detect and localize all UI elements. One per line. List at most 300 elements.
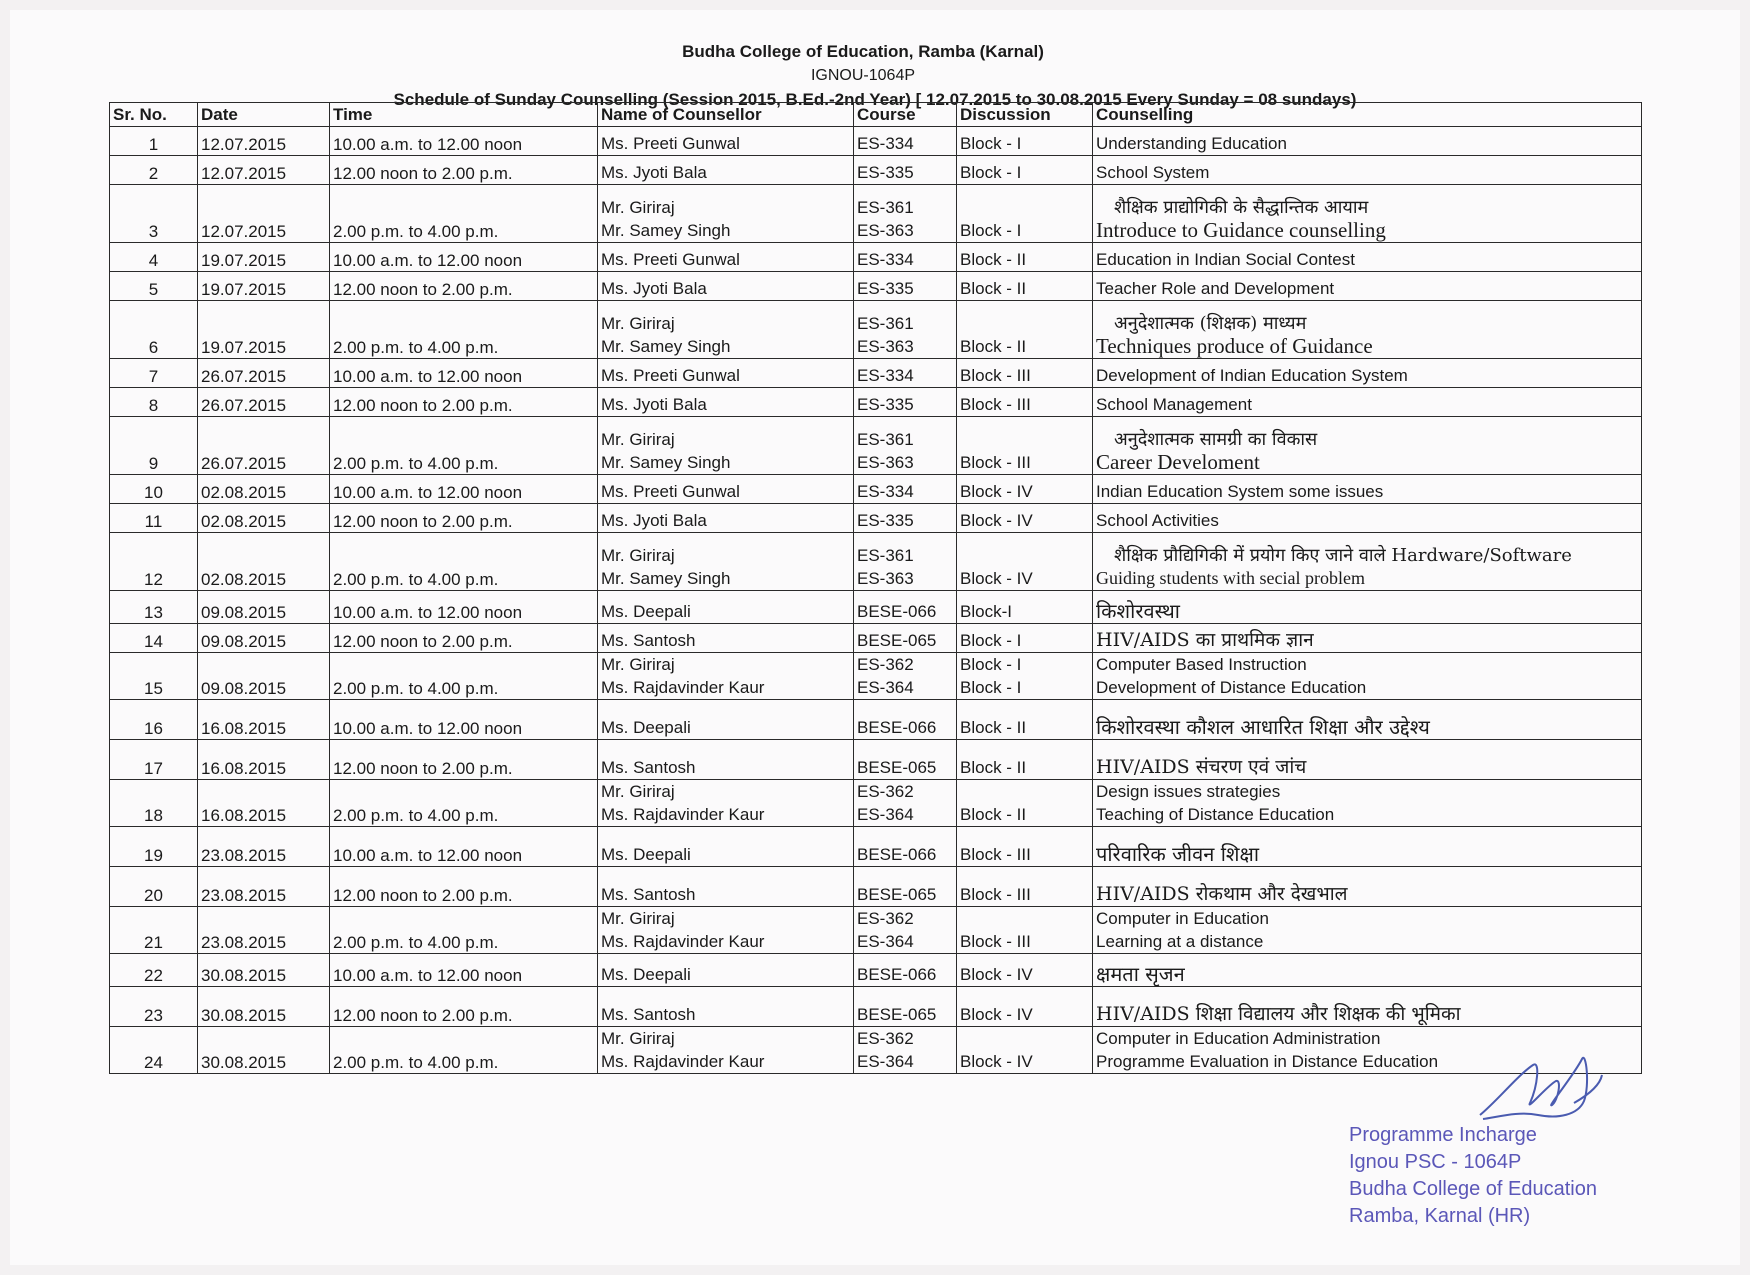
cell-counselling-line: Programme Evaluation in Distance Education <box>1096 1052 1439 1071</box>
table-header-row <box>110 103 1642 127</box>
cell-counselling-line: School Management <box>1096 395 1252 414</box>
cell-discussion <box>957 475 1093 504</box>
cell-discussion-line: Block - IV <box>960 1052 1033 1071</box>
cell-counselling <box>1093 653 1642 700</box>
cell-time: 2.00 p.m. to 4.00 p.m. <box>330 907 598 954</box>
cell-date: 09.08.2015 <box>198 653 330 700</box>
cell-date: 12.07.2015 <box>198 127 330 156</box>
col-header-date: Date <box>198 103 330 127</box>
cell-discussion <box>957 1027 1093 1074</box>
cell-counsellor-line: Mr. Giriraj <box>601 1029 675 1048</box>
table-row <box>110 700 1642 740</box>
cell-course-line: ES-334 <box>857 482 914 501</box>
cell-course-line: ES-363 <box>857 569 914 588</box>
schedule-title: Schedule of Sunday Counselling (Session 2015, B.Ed.-2nd Year) [ 12.07.2015 to 30.08.2015 Every Sunday = 08 sundays) <box>393 90 1357 109</box>
cell-time: 2.00 p.m. to 4.00 p.m. <box>330 533 598 591</box>
cell-counsellor <box>598 533 854 591</box>
stamp-line-3: Budha College of Education <box>1349 1178 1597 1200</box>
cell-counsellor-line: Mr. Giriraj <box>601 655 675 674</box>
cell-counselling-line: Introduce to Guidance counselling <box>1096 218 1386 242</box>
cell-course <box>854 243 957 272</box>
cell-discussion <box>957 591 1093 624</box>
table-row <box>110 504 1642 533</box>
cell-discussion-line: Block - I <box>960 163 1022 182</box>
cell-discussion-line: Block - I <box>960 655 1022 674</box>
cell-sr-no: 18 <box>110 780 198 827</box>
cell-discussion-line: Block - I <box>960 631 1022 650</box>
cell-course-line: BESE-065 <box>857 631 937 650</box>
cell-date: 23.08.2015 <box>198 867 330 907</box>
cell-discussion <box>957 740 1093 780</box>
table-row <box>110 624 1642 653</box>
table-row <box>110 359 1642 388</box>
cell-counsellor-line: Ms. Rajdavinder Kaur <box>601 678 765 697</box>
cell-counselling <box>1093 388 1642 417</box>
table-row <box>110 475 1642 504</box>
cell-discussion <box>957 780 1093 827</box>
cell-time: 12.00 noon to 2.00 p.m. <box>330 504 598 533</box>
cell-counsellor <box>598 272 854 301</box>
cell-counselling-line: अनुदेशात्मक (शिक्षक) माध्यम <box>1114 313 1307 334</box>
cell-discussion-line: Block - IV <box>960 965 1033 984</box>
cell-date: 23.08.2015 <box>198 907 330 954</box>
cell-counselling <box>1093 243 1642 272</box>
cell-date: 26.07.2015 <box>198 388 330 417</box>
cell-counselling-line: क्षमता सृजन <box>1096 962 1185 986</box>
cell-counselling-line: किशोरवस्था कौशल आधारित शिक्षा और उद्देश्य <box>1096 715 1430 739</box>
cell-course <box>854 780 957 827</box>
cell-sr-no: 14 <box>110 624 198 653</box>
cell-counsellor-line: Ms. Preeti Gunwal <box>601 134 740 153</box>
cell-discussion-line: Block - III <box>960 366 1031 385</box>
table-row <box>110 954 1642 987</box>
cell-discussion-line: Block - IV <box>960 511 1033 530</box>
cell-counselling <box>1093 907 1642 954</box>
cell-counselling-line: School Activities <box>1096 511 1219 530</box>
cell-course-line: ES-334 <box>857 250 914 269</box>
cell-course-line: ES-364 <box>857 932 914 951</box>
table-row <box>110 867 1642 907</box>
cell-time: 10.00 a.m. to 12.00 noon <box>330 954 598 987</box>
cell-discussion <box>957 243 1093 272</box>
cell-discussion-line: Block - I <box>960 221 1022 240</box>
stamp-line-4: Ramba, Karnal (HR) <box>1349 1205 1531 1227</box>
cell-course <box>854 740 957 780</box>
cell-sr-no: 12 <box>110 533 198 591</box>
cell-course-line: ES-361 <box>857 314 914 333</box>
cell-counsellor <box>598 185 854 243</box>
cell-discussion <box>957 954 1093 987</box>
cell-course <box>854 301 957 359</box>
cell-sr-no: 15 <box>110 653 198 700</box>
cell-discussion-line: Block - II <box>960 337 1027 356</box>
cell-course <box>854 388 957 417</box>
cell-counselling-line: Career Develoment <box>1096 450 1260 474</box>
cell-course-line: ES-361 <box>857 430 914 449</box>
cell-counsellor <box>598 591 854 624</box>
cell-discussion <box>957 504 1093 533</box>
cell-counselling-line: HIV/AIDS संचरण एवं जांच <box>1096 756 1307 778</box>
cell-counselling <box>1093 156 1642 185</box>
cell-discussion-line: Block - III <box>960 885 1031 904</box>
table-row <box>110 591 1642 624</box>
cell-discussion <box>957 185 1093 243</box>
cell-discussion-line: Block - II <box>960 279 1027 298</box>
cell-time: 10.00 a.m. to 12.00 noon <box>330 700 598 740</box>
cell-sr-no: 4 <box>110 243 198 272</box>
cell-date: 02.08.2015 <box>198 504 330 533</box>
cell-date: 12.07.2015 <box>198 185 330 243</box>
cell-discussion-line: Block - II <box>960 250 1027 269</box>
cell-course-line: BESE-066 <box>857 718 937 737</box>
cell-sr-no: 9 <box>110 417 198 475</box>
cell-counselling <box>1093 780 1642 827</box>
cell-date: 23.08.2015 <box>198 827 330 867</box>
cell-counsellor-line: Mr. Giriraj <box>601 782 675 801</box>
cell-course-line: ES-364 <box>857 678 914 697</box>
cell-counsellor <box>598 475 854 504</box>
cell-discussion <box>957 127 1093 156</box>
cell-counselling-line: Education in Indian Social Contest <box>1096 250 1355 269</box>
cell-counsellor <box>598 624 854 653</box>
cell-counsellor-line: Mr. Giriraj <box>601 314 675 333</box>
cell-sr-no: 7 <box>110 359 198 388</box>
cell-counselling <box>1093 624 1642 653</box>
cell-time: 10.00 a.m. to 12.00 noon <box>330 243 598 272</box>
col-header-time: Time <box>330 103 598 127</box>
cell-counselling-line: Design issues strategies <box>1096 782 1281 801</box>
cell-counselling-line: HIV/AIDS का प्राथमिक ज्ञान <box>1096 629 1314 651</box>
cell-counselling-line: School System <box>1096 163 1210 182</box>
cell-counsellor <box>598 954 854 987</box>
cell-counsellor-line: Ms. Santosh <box>601 1005 696 1024</box>
cell-counselling <box>1093 475 1642 504</box>
cell-course-line: ES-364 <box>857 805 914 824</box>
cell-counselling-line: अनुदेशात्मक सामग्री का विकास <box>1114 429 1318 450</box>
cell-counsellor <box>598 127 854 156</box>
cell-counsellor-line: Ms. Preeti Gunwal <box>601 482 740 501</box>
col-header-sr: Sr. No. <box>110 103 198 127</box>
cell-course-line: BESE-066 <box>857 845 937 864</box>
cell-counsellor-line: Mr. Samey Singh <box>601 453 731 472</box>
cell-counsellor <box>598 359 854 388</box>
cell-counsellor-line: Mr. Samey Singh <box>601 337 731 356</box>
cell-counsellor <box>598 907 854 954</box>
cell-date: 12.07.2015 <box>198 156 330 185</box>
cell-counsellor-line: Mr. Samey Singh <box>601 569 731 588</box>
cell-date: 09.08.2015 <box>198 624 330 653</box>
col-header-counselling: Counselling <box>1093 103 1642 127</box>
table-row <box>110 156 1642 185</box>
cell-course <box>854 954 957 987</box>
cell-counsellor <box>598 504 854 533</box>
cell-course <box>854 185 957 243</box>
cell-discussion-line: Block - III <box>960 395 1031 414</box>
cell-time: 2.00 p.m. to 4.00 p.m. <box>330 185 598 243</box>
cell-course-line: BESE-066 <box>857 965 937 984</box>
cell-counselling <box>1093 867 1642 907</box>
cell-discussion-line: Block - II <box>960 805 1027 824</box>
cell-course <box>854 475 957 504</box>
cell-course <box>854 653 957 700</box>
cell-discussion <box>957 359 1093 388</box>
cell-course-line: ES-363 <box>857 221 914 240</box>
cell-course-line: ES-363 <box>857 337 914 356</box>
cell-sr-no: 19 <box>110 827 198 867</box>
cell-counselling-line: Development of Indian Education System <box>1096 366 1408 385</box>
cell-sr-no: 17 <box>110 740 198 780</box>
cell-counselling-line: Teacher Role and Development <box>1096 279 1335 298</box>
cell-counselling <box>1093 700 1642 740</box>
cell-course-line: ES-363 <box>857 453 914 472</box>
cell-course-line: BESE-065 <box>857 1005 937 1024</box>
cell-counselling <box>1093 359 1642 388</box>
cell-sr-no: 1 <box>110 127 198 156</box>
cell-course-line: ES-334 <box>857 134 914 153</box>
cell-counsellor-line: Mr. Giriraj <box>601 909 675 928</box>
cell-counselling <box>1093 987 1642 1027</box>
programme-incharge-stamp <box>1349 1122 1597 1230</box>
cell-date: 09.08.2015 <box>198 591 330 624</box>
cell-counselling <box>1093 533 1642 591</box>
cell-time: 10.00 a.m. to 12.00 noon <box>330 475 598 504</box>
table-row <box>110 533 1642 591</box>
cell-course <box>854 127 957 156</box>
cell-counsellor-line: Ms. Jyoti Bala <box>601 395 707 414</box>
cell-discussion <box>957 533 1093 591</box>
cell-sr-no: 13 <box>110 591 198 624</box>
cell-date: 30.08.2015 <box>198 954 330 987</box>
cell-time: 2.00 p.m. to 4.00 p.m. <box>330 301 598 359</box>
cell-counsellor <box>598 867 854 907</box>
cell-course-line: ES-334 <box>857 366 914 385</box>
cell-sr-no: 8 <box>110 388 198 417</box>
table-row <box>110 780 1642 827</box>
cell-discussion-line: Block - III <box>960 845 1031 864</box>
cell-course-line: ES-362 <box>857 909 914 928</box>
cell-counselling <box>1093 185 1642 243</box>
table-row <box>110 272 1642 301</box>
cell-discussion-line: Block - I <box>960 678 1022 697</box>
cell-counsellor-line: Mr. Giriraj <box>601 198 675 217</box>
cell-counsellor <box>598 301 854 359</box>
cell-course <box>854 156 957 185</box>
cell-time: 2.00 p.m. to 4.00 p.m. <box>330 780 598 827</box>
cell-course <box>854 417 957 475</box>
cell-counsellor <box>598 700 854 740</box>
cell-sr-no: 5 <box>110 272 198 301</box>
col-header-counsellor: Name of Counsellor <box>598 103 854 127</box>
cell-time: 12.00 noon to 2.00 p.m. <box>330 740 598 780</box>
cell-counselling-line: Understanding Education <box>1096 134 1287 153</box>
cell-counselling-line: Guiding students with secial problem <box>1096 568 1365 588</box>
table-row <box>110 1027 1642 1074</box>
cell-counsellor-line: Ms. Deepali <box>601 602 691 621</box>
cell-course <box>854 624 957 653</box>
cell-course-line: ES-362 <box>857 1029 914 1048</box>
cell-time: 10.00 a.m. to 12.00 noon <box>330 359 598 388</box>
cell-discussion <box>957 417 1093 475</box>
signature-mark <box>1478 1045 1608 1127</box>
cell-counsellor-line: Ms. Jyoti Bala <box>601 163 707 182</box>
cell-counsellor-line: Ms. Jyoti Bala <box>601 511 707 530</box>
cell-time: 12.00 noon to 2.00 p.m. <box>330 272 598 301</box>
cell-discussion-line: Block - IV <box>960 1005 1033 1024</box>
cell-discussion-line: Block - IV <box>960 482 1033 501</box>
table-row <box>110 653 1642 700</box>
cell-discussion <box>957 827 1093 867</box>
cell-counselling-line: Computer in Education <box>1096 909 1269 928</box>
cell-date: 19.07.2015 <box>198 272 330 301</box>
cell-counsellor-line: Ms. Rajdavinder Kaur <box>601 805 765 824</box>
cell-counselling-line: Teaching of Distance Education <box>1096 805 1335 824</box>
cell-counsellor-line: Ms. Deepali <box>601 965 691 984</box>
cell-counselling-line: Techniques produce of Guidance <box>1096 334 1373 358</box>
cell-discussion <box>957 156 1093 185</box>
cell-counsellor-line: Mr. Samey Singh <box>601 221 731 240</box>
cell-time: 2.00 p.m. to 4.00 p.m. <box>330 653 598 700</box>
cell-discussion <box>957 624 1093 653</box>
cell-time: 12.00 noon to 2.00 p.m. <box>330 867 598 907</box>
cell-counsellor <box>598 243 854 272</box>
cell-counselling <box>1093 740 1642 780</box>
cell-counselling-line: Development of Distance Education <box>1096 678 1367 697</box>
cell-discussion <box>957 700 1093 740</box>
cell-date: 16.08.2015 <box>198 740 330 780</box>
cell-time: 2.00 p.m. to 4.00 p.m. <box>330 417 598 475</box>
cell-counsellor-line: Ms. Jyoti Bala <box>601 279 707 298</box>
cell-counsellor <box>598 388 854 417</box>
cell-course <box>854 987 957 1027</box>
table-row <box>110 388 1642 417</box>
cell-discussion <box>957 987 1093 1027</box>
table-row <box>110 301 1642 359</box>
cell-counsellor-line: Ms. Santosh <box>601 885 696 904</box>
cell-date: 26.07.2015 <box>198 359 330 388</box>
cell-counsellor-line: Ms. Rajdavinder Kaur <box>601 932 765 951</box>
cell-course-line: ES-335 <box>857 279 914 298</box>
cell-counsellor-line: Ms. Deepali <box>601 718 691 737</box>
cell-course-line: ES-361 <box>857 198 914 217</box>
cell-counselling <box>1093 827 1642 867</box>
cell-course <box>854 827 957 867</box>
cell-sr-no: 6 <box>110 301 198 359</box>
cell-time: 12.00 noon to 2.00 p.m. <box>330 388 598 417</box>
cell-counsellor-line: Ms. Rajdavinder Kaur <box>601 1052 765 1071</box>
cell-course-line: ES-335 <box>857 511 914 530</box>
cell-sr-no: 11 <box>110 504 198 533</box>
cell-counsellor <box>598 780 854 827</box>
table-body <box>110 127 1642 1074</box>
cell-discussion-line: Block - III <box>960 932 1031 951</box>
cell-discussion-line: Block - III <box>960 453 1031 472</box>
cell-date: 02.08.2015 <box>198 475 330 504</box>
cell-course <box>854 272 957 301</box>
cell-course <box>854 533 957 591</box>
cell-counsellor-line: Ms. Santosh <box>601 631 696 650</box>
cell-time: 12.00 noon to 2.00 p.m. <box>330 624 598 653</box>
cell-discussion <box>957 867 1093 907</box>
cell-sr-no: 3 <box>110 185 198 243</box>
cell-course-line: BESE-065 <box>857 758 937 777</box>
cell-course <box>854 591 957 624</box>
cell-sr-no: 2 <box>110 156 198 185</box>
cell-counselling-line: परिवारिक जीवन शिक्षा <box>1096 842 1259 866</box>
table-row <box>110 185 1642 243</box>
cell-sr-no: 10 <box>110 475 198 504</box>
cell-course-line: ES-361 <box>857 546 914 565</box>
cell-counsellor <box>598 827 854 867</box>
cell-discussion <box>957 907 1093 954</box>
table-row <box>110 417 1642 475</box>
cell-course-line: ES-335 <box>857 395 914 414</box>
cell-course-line: ES-362 <box>857 655 914 674</box>
cell-counsellor-line: Ms. Preeti Gunwal <box>601 366 740 385</box>
center-code: IGNOU-1064P <box>810 67 916 84</box>
cell-counselling-line: शैक्षिक प्रौद्यिगिकी में प्रयोग किए जाने वाले Hardware/Software <box>1114 545 1572 566</box>
cell-date: 16.08.2015 <box>198 780 330 827</box>
cell-sr-no: 24 <box>110 1027 198 1074</box>
cell-course <box>854 907 957 954</box>
cell-date: 30.08.2015 <box>198 1027 330 1074</box>
cell-counselling <box>1093 417 1642 475</box>
cell-counselling-line: Learning at a distance <box>1096 932 1264 951</box>
cell-course-line: BESE-066 <box>857 602 937 621</box>
cell-course <box>854 504 957 533</box>
cell-counsellor-line: Ms. Preeti Gunwal <box>601 250 740 269</box>
cell-time: 10.00 a.m. to 12.00 noon <box>330 591 598 624</box>
cell-sr-no: 20 <box>110 867 198 907</box>
cell-discussion-line: Block - I <box>960 134 1022 153</box>
cell-time: 12.00 noon to 2.00 p.m. <box>330 156 598 185</box>
table-row <box>110 740 1642 780</box>
cell-time: 10.00 a.m. to 12.00 noon <box>330 127 598 156</box>
cell-counselling-line: Computer in Education Administration <box>1096 1029 1381 1048</box>
table-row <box>110 127 1642 156</box>
table-row <box>110 987 1642 1027</box>
table-row <box>110 243 1642 272</box>
table-row <box>110 907 1642 954</box>
cell-counsellor-line: Ms. Deepali <box>601 845 691 864</box>
cell-counselling <box>1093 954 1642 987</box>
cell-counselling-line: HIV/AIDS शिक्षा विद्यालय और शिक्षक की भूमिका <box>1096 1003 1461 1025</box>
cell-counsellor <box>598 1027 854 1074</box>
cell-counsellor-line: Mr. Giriraj <box>601 430 675 449</box>
cell-counselling-line: Computer Based Instruction <box>1096 655 1307 674</box>
cell-sr-no: 21 <box>110 907 198 954</box>
cell-discussion-line: Block - II <box>960 718 1027 737</box>
cell-course-line: ES-364 <box>857 1052 914 1071</box>
cell-time: 10.00 a.m. to 12.00 noon <box>330 827 598 867</box>
cell-date: 16.08.2015 <box>198 700 330 740</box>
cell-date: 26.07.2015 <box>198 417 330 475</box>
cell-discussion <box>957 301 1093 359</box>
cell-sr-no: 16 <box>110 700 198 740</box>
cell-counsellor <box>598 740 854 780</box>
cell-date: 02.08.2015 <box>198 533 330 591</box>
cell-time: 2.00 p.m. to 4.00 p.m. <box>330 1027 598 1074</box>
stamp-line-1: Programme Incharge <box>1349 1124 1537 1146</box>
cell-time: 12.00 noon to 2.00 p.m. <box>330 987 598 1027</box>
col-header-discussion: Discussion <box>957 103 1093 127</box>
cell-counselling <box>1093 591 1642 624</box>
cell-course <box>854 867 957 907</box>
cell-discussion <box>957 272 1093 301</box>
cell-discussion <box>957 388 1093 417</box>
cell-counsellor <box>598 156 854 185</box>
cell-counsellor <box>598 987 854 1027</box>
cell-course-line: ES-335 <box>857 163 914 182</box>
